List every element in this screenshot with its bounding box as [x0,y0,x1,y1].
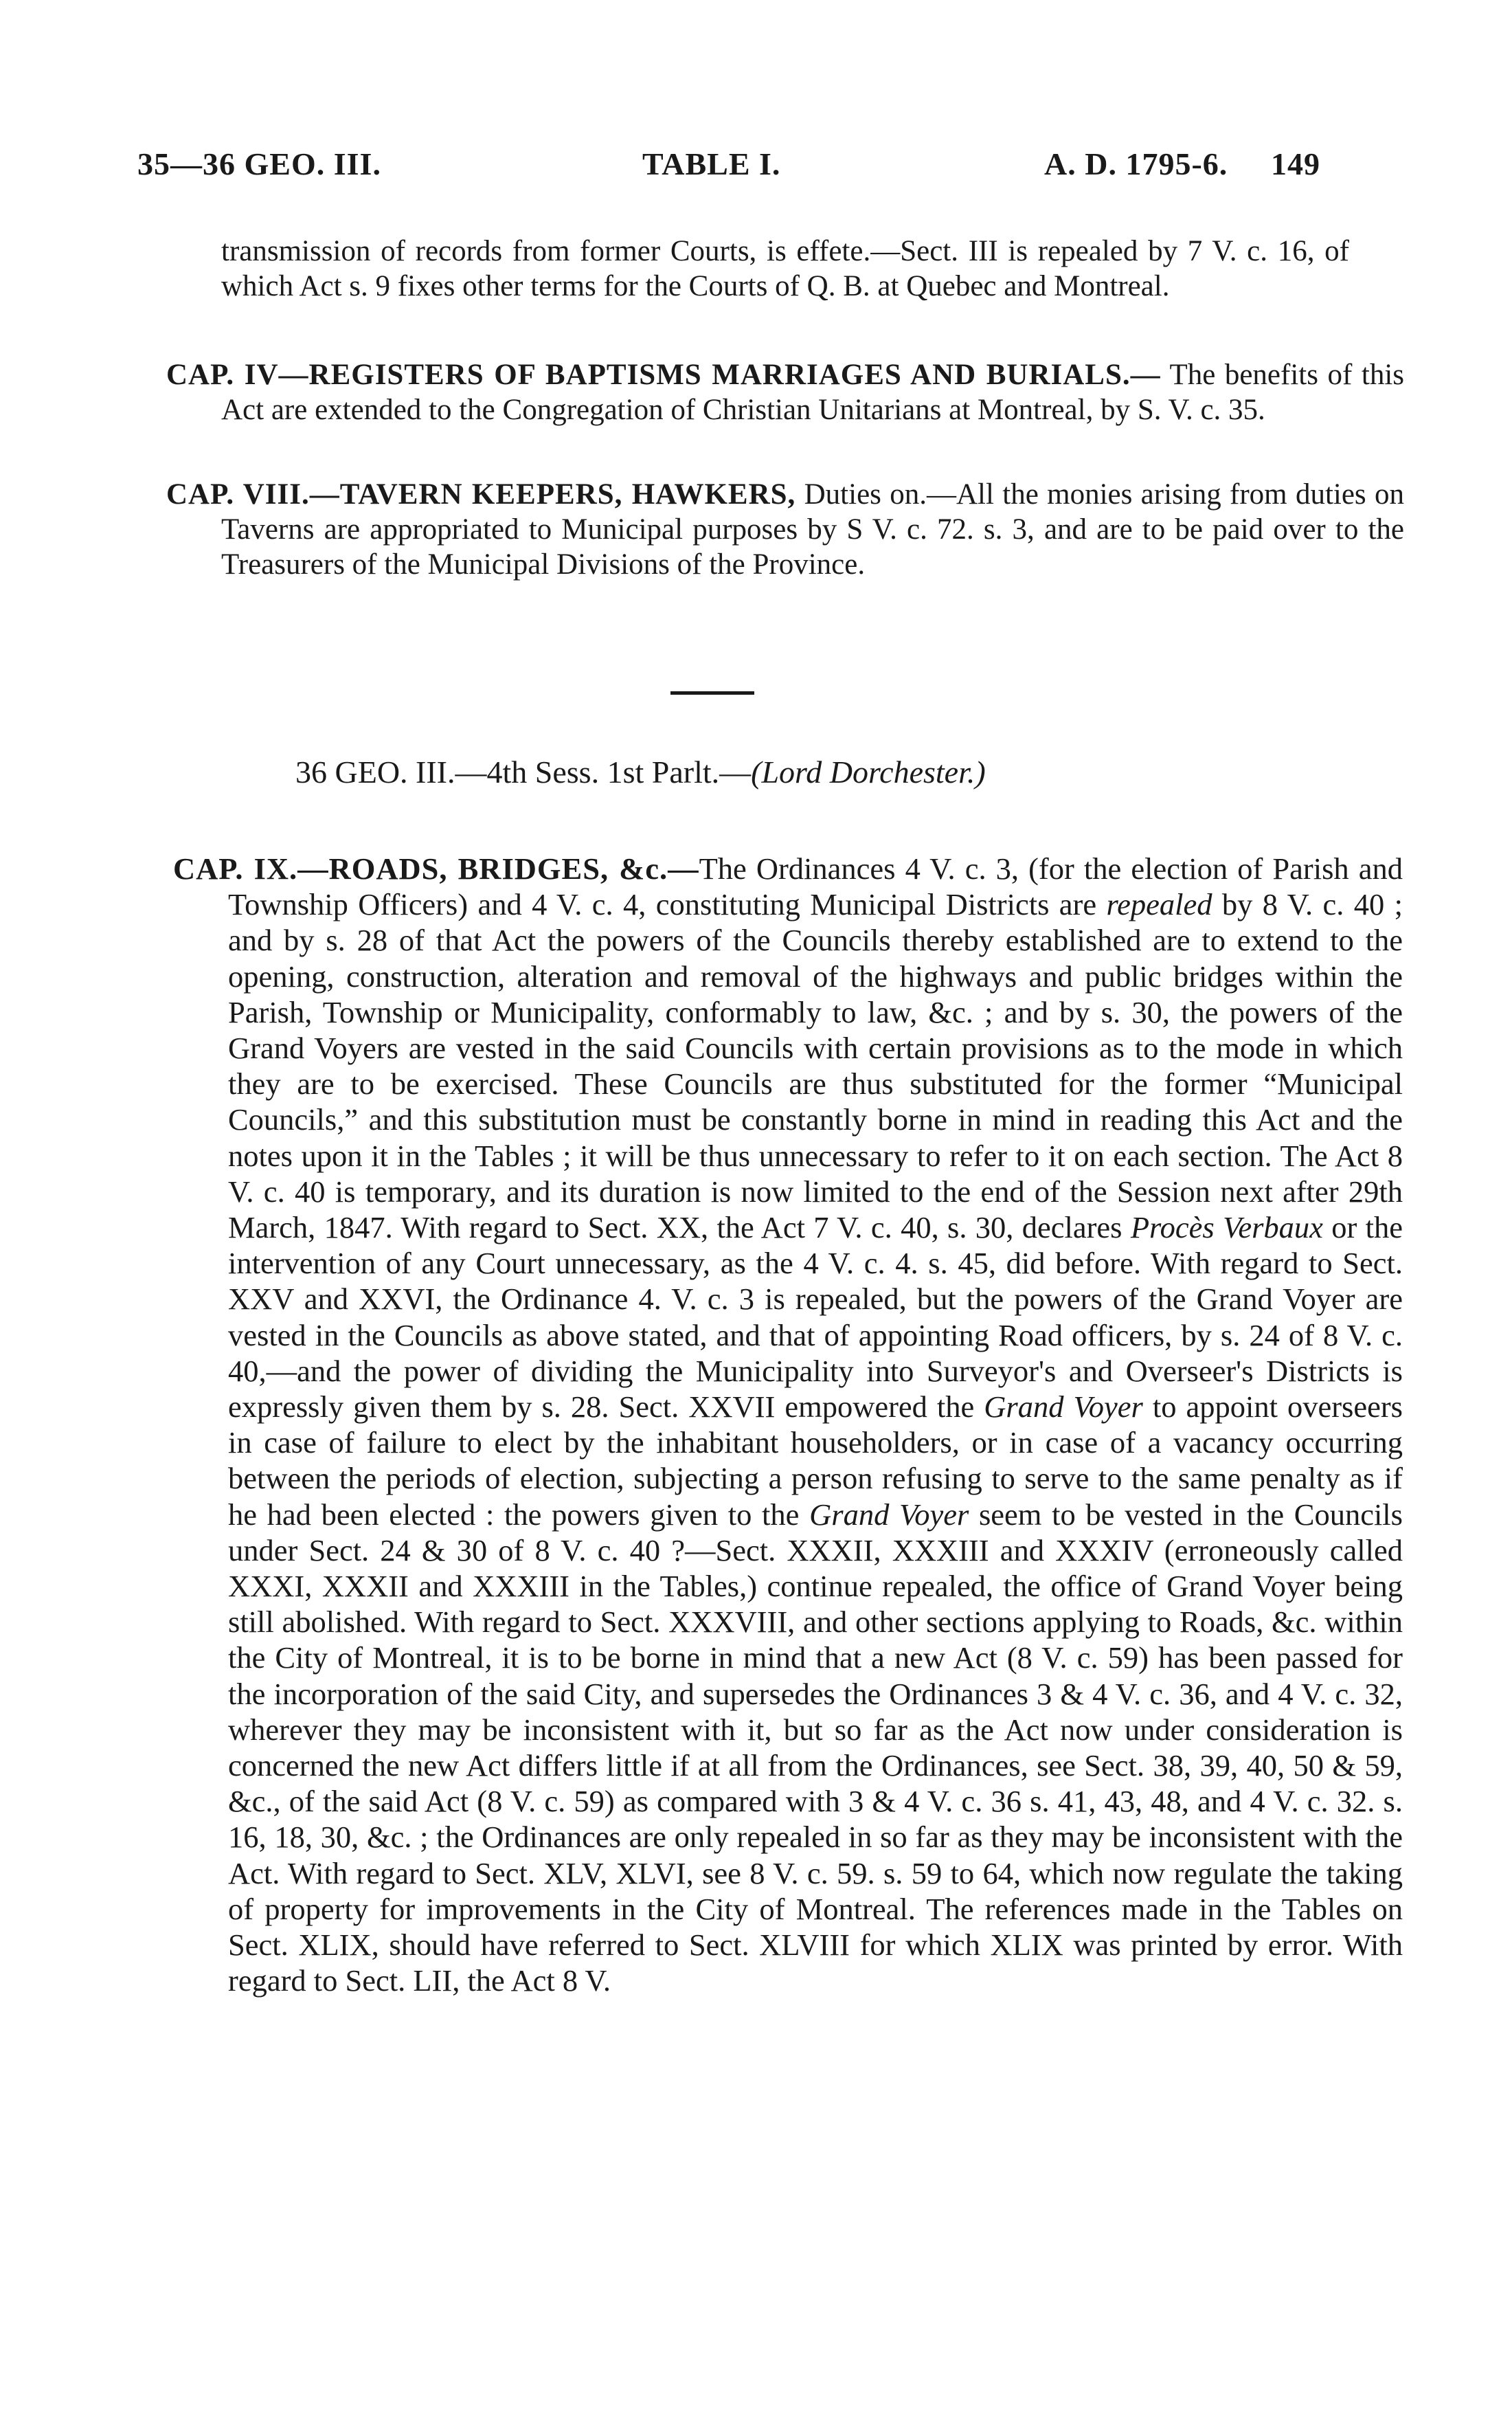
cap-ix-text-5: seem to be vested in the Councils under Sect. 24 & 30 of 8 V. c. 40 ?—Sect. XXXII, XXXIII and XXXIV (erroneously called XXXI, XXXII and XXXIII in the Tables,) continue repealed, the office of Grand Voyer being still abolished. With regard to Sect. XXXVIII, and other sections applying to Roads, &c. within the City of Montreal, it is to be borne in mind that a new Act (8 V. c. 59) has been passed for the incorporation of the said City, and supersedes the Ordinances 3 & 4 V. c. 36, and 4 V. c. 32, wherever they may be inconsistent with it, but so far as the Act now under consideration is concerned the new Act differs little if at all from the Ordinances, see Sect. 38, 39, 40, 50 & 59, &c., of the said Act (8 V. c. 59) as compared with 3 & 4 V. c. 36 s. 41, 43, 48, and 4 V. c. 32. s. 16, 18, 30, &c. ; the Ordinances are only repealed in so far as they may be inconsistent with the Act. With regard to Sect. XLV, XLVI, see 8 V. c. 59. s. 59 to 64, which now regulate the taking of property for improvements in the City of Montreal. The references made in the Tables on Sect. XLIX, should have referred to Sect. XLVIII for which XLIX was printed by error. With regard to Sect. LII, the Act 8 V. [228,1497,1403,1998]
cap-iv-title: REGISTERS OF BAPTISMS MARRIAGES AND BURIALS.— [308,359,1161,391]
running-head [137,146,1360,194]
cap-ix-text-1: The Ordinances 4 V. c. 3, (for the election of Parish and Township Officers) and 4 V. c. 4, constituting Municipal Districts are [228,851,1403,922]
cap-ix-label: CAP. IX.— [173,851,329,886]
section-rule [670,691,754,695]
continuation-paragraph [221,234,1349,304]
session-governor: (Lord Dorchester.) [751,755,986,790]
page-number: 149 [1271,146,1320,181]
running-head-right: A. D. 1795-6. [1044,146,1228,181]
cap-ix-text-4: to appoint overseers in case of failure to elect by the inhabitant householders, or in case of a vacancy occurring between the periods of election, subjecting a person refusing to serve to the same penalty as if he had been elected : the powers given to the [228,1389,1403,1532]
session-text: 36 GEO. III.—4th Sess. 1st Parlt.— [295,755,752,790]
cap-ix-grand-voyer-1: Grand Voyer [984,1389,1143,1424]
cap-ix-text-2: by 8 V. c. 40 ; and by s. 28 of that Act the powers of the Councils thereby established are to extend to the opening, construction, alteration and removal of the highways and public bridges within the Parish, Township or Municipality, conformably to law, &c. ; and by s. 30, the powers of the Grand Voyers are vested in the said Councils with certain provisions as to the mode in which they are to be exercised. These Councils are thus substituted for the former “Municipal Councils,” and this substitution must be constantly borne in mind in reading this Act and the notes upon it in the Tables ; it will be thus unnecessary to refer to it on each section. The Act 8 V. c. 40 is temporary, and its duration is now limited to the end of the Session next after 29th March, 1847. With regard to Sect. XX, the Act 7 V. c. 40, s. 30, declares [228,887,1403,1245]
continuation-text: transmission of records from former Courts, is effete.—Sect. III is repealed by 7 V. c. 16, of which Act s. 9 fixes other terms for the Courts of Q. B. at Quebec and Montreal. [221,235,1349,302]
cap-viii-paragraph [166,477,1404,582]
cap-ix-grand-voyer-2: Grand Voyer [809,1497,969,1532]
cap-viii-text: Duties on.—All the monies arising from duties on Taverns are appropriated to Municipal purposes by S V. c. 72. s. 3, and are to be paid over to the Treasurers of the Municipal Divisions of the Province. [221,478,1404,581]
cap-viii-title: TAVERN KEEPERS, HAWKERS, [339,478,796,511]
running-head-left: 35—36 GEO. III. [137,146,381,181]
cap-ix-title: ROADS, BRIDGES, &c.— [328,851,699,886]
cap-iv-text: The benefits of this Act are extended to the Congregation of Christian Unitarians at Montreal, by S. V. c. 35. [221,359,1404,426]
running-head-center: TABLE I. [642,146,781,181]
cap-ix-repealed: repealed [1106,887,1212,922]
cap-viii-label: CAP. VIII.— [166,478,340,511]
cap-iv-label: CAP. IV— [166,359,309,391]
cap-ix-paragraph [173,851,1403,1999]
cap-ix-text-3: or the intervention of any Court unnecessary, as the 4 V. c. 4. s. 45, did before. With regard to Sect. XXV and XXVI, the Ordinance 4. V. c. 3 is repealed, but the powers of the Grand Voyer are vested in the Councils as above stated, and that of appointing Road officers, by s. 24 of 8 V. c. 40,—and the power of dividing the Municipality into Surveyor's and Overseer's Districts is expressly given them by s. 28. Sect. XXVII empowered the [228,1210,1403,1424]
cap-iv-paragraph [166,357,1404,427]
session-heading [295,753,1257,792]
cap-ix-proces-verbaux: Procès Verbaux [1130,1210,1323,1245]
